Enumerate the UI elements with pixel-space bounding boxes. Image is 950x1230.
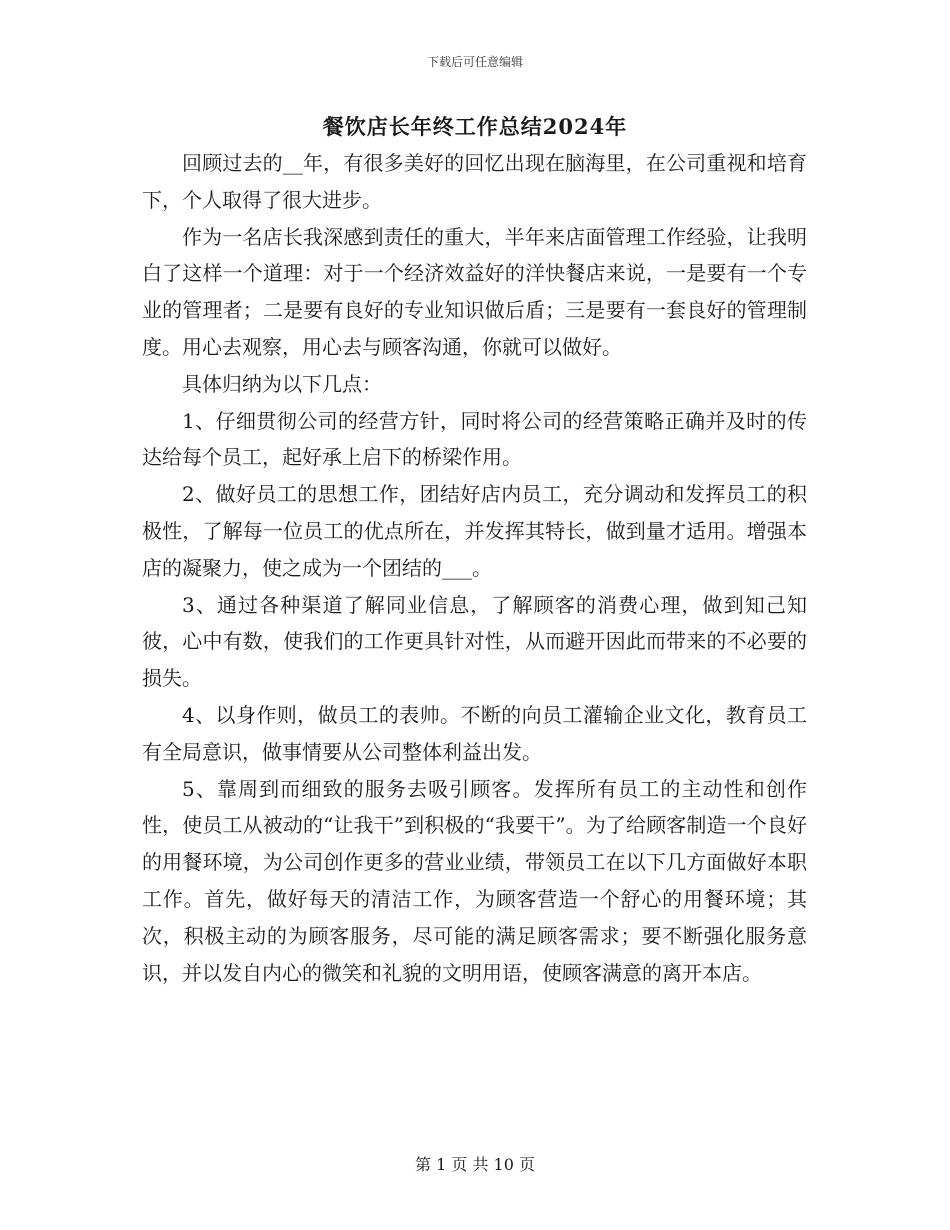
paragraph-point-3: 3、通过各种渠道了解同业信息，了解顾客的消费心理，做到知己知彼，心中有数，使我们的工作更具针对性，从而避开因此而带来的不必要的损失。 [142, 592, 807, 691]
paragraph-summary-lead: 具体归纳为以下几点： [182, 371, 382, 396]
paragraph-intro: 回顾过去的__年，有很多美好的回忆出现在脑海里，在公司重视和培育下，个人取得了很大进步。 [142, 151, 807, 212]
paragraph-experience: 作为一名店长我深感到责任的重大，半年来店面管理工作经验，让我明白了这样一个道理：对于一个经济效益好的洋快餐店来说，一是要有一个专业的管理者；二是要有良好的专业知识做后盾；三是要有一套良好的管理制度。用心去观察，用心去与顾客沟通，你就可以做好。 [142, 224, 807, 359]
document-body [142, 145, 807, 991]
paragraph-point-4: 4、以身作则，做员工的表帅。不断的向员工灌输企业文化，教育员工有全局意识，做事情要从公司整体利益出发。 [142, 702, 807, 764]
paragraph-point-1: 1、仔细贯彻公司的经营方针，同时将公司的经营策略正确并及时的传达给每个员工，起好承上启下的桥梁作用。 [142, 408, 807, 470]
document-title: 餐饮店长年终工作总结2024年 [322, 114, 628, 139]
page-footer: 第 1 页 共 10 页 [415, 1155, 535, 1174]
paragraph-point-5: 5、靠周到而细致的服务去吸引顾客。发挥所有员工的主动性和创作性，使员工从被动的“让我干”到积极的“我要干”。为了给顾客制造一个良好的用餐环境，为公司创作更多的营业业绩，带领员工在以下几方面做好本职工作。首先，做好每天的清洁工作，为顾客营造一个舒心的用餐环境；其次，积极主动的为顾客服务，尽可能的满足顾客需求；要不断强化服务意识，并以发自内心的微笑和礼貌的文明用语，使顾客满意的离开本店。 [142, 776, 807, 985]
header-note: 下载后可任意编辑 [426, 55, 523, 69]
paragraph-point-2: 2、做好员工的思想工作，团结好店内员工，充分调动和发挥员工的积极性，了解每一位员工的优点所在，并发挥其特长，做到量才适用。增强本店的凝聚力，使之成为一个团结的___。 [142, 482, 807, 580]
